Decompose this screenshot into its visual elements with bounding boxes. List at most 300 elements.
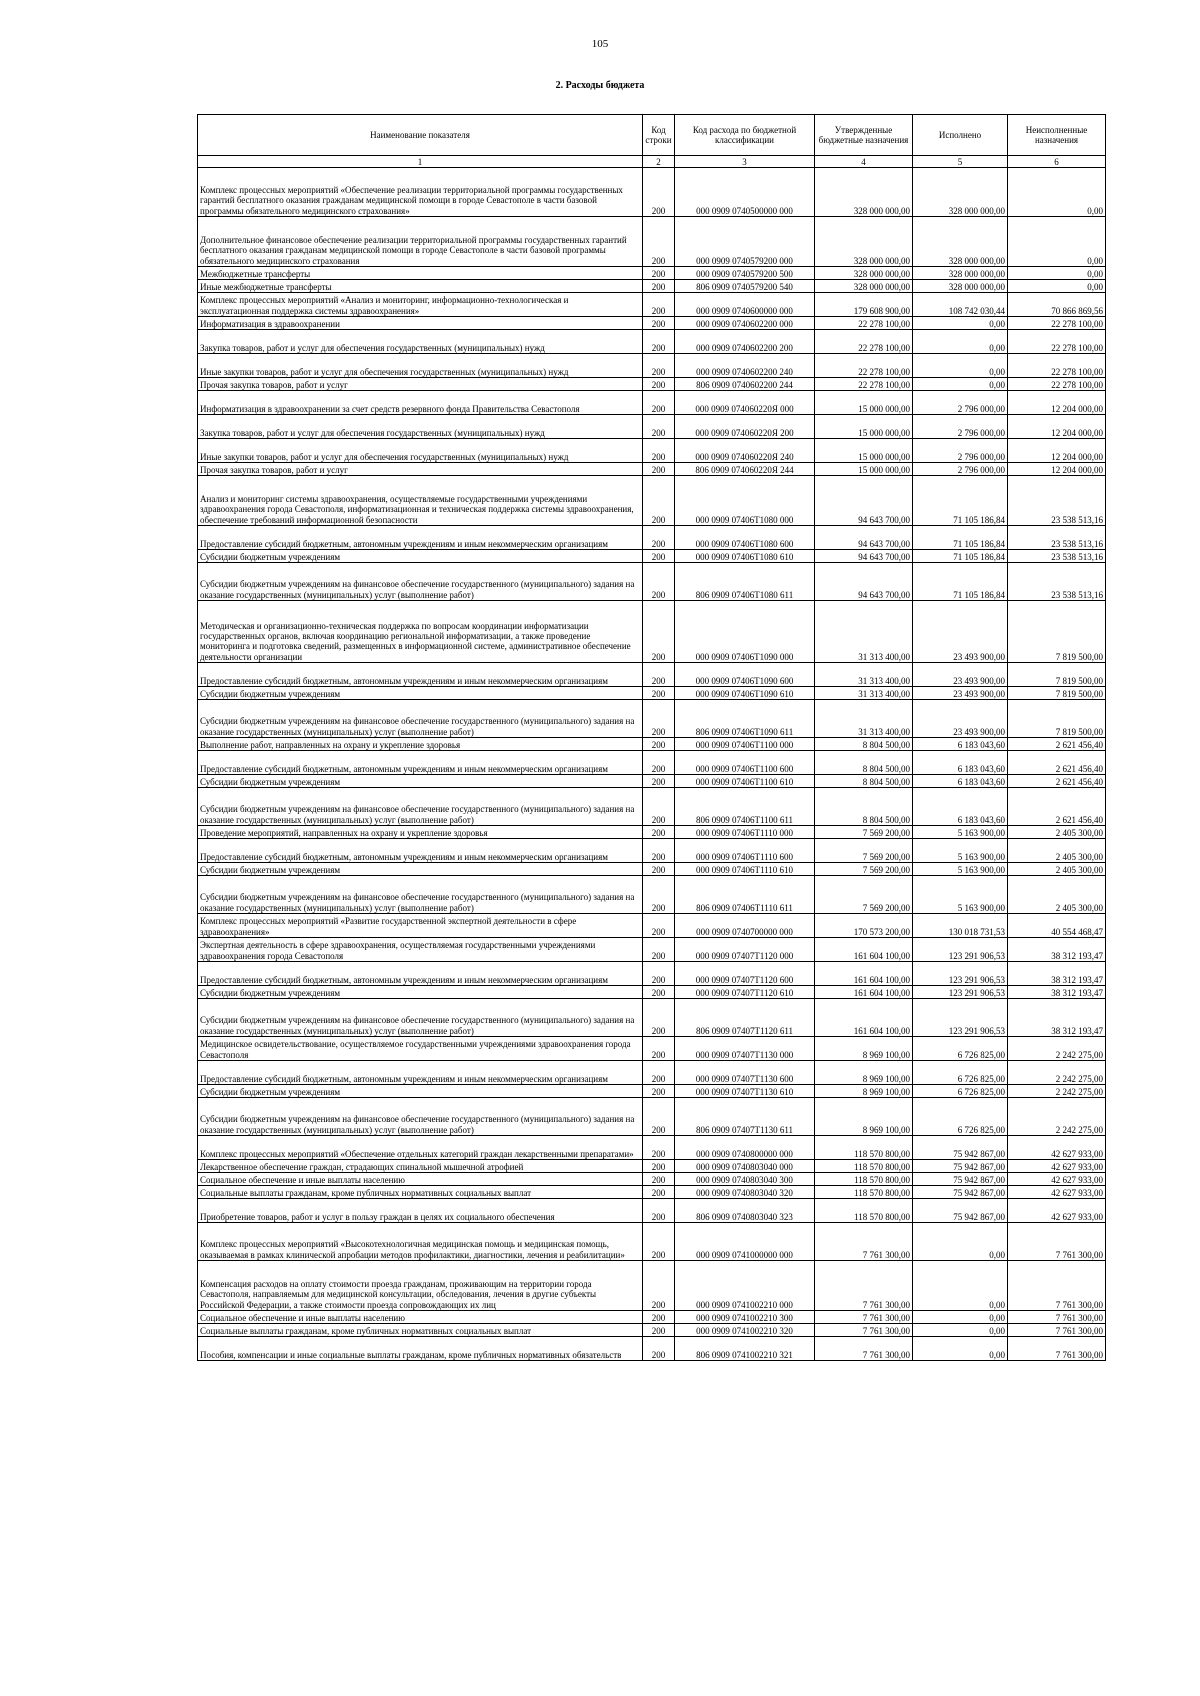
row-approved: 7 761 300,00 bbox=[815, 1223, 913, 1261]
row-name: Социальные выплаты гражданам, кроме публичных нормативных социальных выплат bbox=[198, 1186, 643, 1199]
column-number: 6 bbox=[1008, 156, 1106, 168]
row-line-code: 200 bbox=[643, 1160, 675, 1173]
row-budget-code: 000 0909 0741000000 000 bbox=[675, 1223, 815, 1261]
row-approved: 8 804 500,00 bbox=[815, 751, 913, 775]
row-approved: 15 000 000,00 bbox=[815, 391, 913, 415]
row-unexecuted: 7 819 500,00 bbox=[1008, 663, 1106, 687]
table-row bbox=[198, 1037, 1106, 1061]
row-name: Лекарственное обеспечение граждан, страдающих спинальной мышечной атрофией bbox=[198, 1160, 643, 1173]
row-executed: 23 493 900,00 bbox=[913, 687, 1008, 700]
table-row bbox=[198, 463, 1106, 476]
row-name: Предоставление субсидий бюджетным, автономным учреждениям и иным некоммерческим организациям bbox=[198, 526, 643, 550]
row-budget-code: 000 0909 07406Т1100 000 bbox=[675, 738, 815, 751]
row-line-code: 200 bbox=[643, 550, 675, 563]
table-row bbox=[198, 293, 1106, 317]
row-unexecuted: 2 621 456,40 bbox=[1008, 788, 1106, 826]
row-unexecuted: 7 761 300,00 bbox=[1008, 1311, 1106, 1324]
table-row bbox=[198, 1160, 1106, 1173]
row-name: Субсидии бюджетным учреждениям bbox=[198, 550, 643, 563]
row-executed: 0,00 bbox=[913, 1261, 1008, 1311]
row-budget-code: 000 0909 0740700000 000 bbox=[675, 914, 815, 938]
row-budget-code: 000 0909 07406Т1080 600 bbox=[675, 526, 815, 550]
table-row bbox=[198, 601, 1106, 663]
table-row bbox=[198, 317, 1106, 330]
table-row bbox=[198, 354, 1106, 378]
row-approved: 8 969 100,00 bbox=[815, 1098, 913, 1136]
row-name: Комплекс процессных мероприятий «Обеспечение реализации территориальной программы государственных гарантий бесплатного оказания гражданам медицинской помощи в городе Севастополе в части базовой программы обязательного медицинского страхования» bbox=[198, 168, 643, 217]
row-executed: 0,00 bbox=[913, 1311, 1008, 1324]
row-approved: 31 313 400,00 bbox=[815, 687, 913, 700]
row-line-code: 200 bbox=[643, 330, 675, 354]
row-approved: 15 000 000,00 bbox=[815, 439, 913, 463]
row-approved: 22 278 100,00 bbox=[815, 330, 913, 354]
row-executed: 5 163 900,00 bbox=[913, 863, 1008, 876]
row-approved: 328 000 000,00 bbox=[815, 267, 913, 280]
row-unexecuted: 42 627 933,00 bbox=[1008, 1160, 1106, 1173]
row-name: Приобретение товаров, работ и услуг в пользу граждан в целях их социального обеспечения bbox=[198, 1199, 643, 1223]
row-name: Иные закупки товаров, работ и услуг для обеспечения государственных (муниципальных) нужд bbox=[198, 354, 643, 378]
row-executed: 75 942 867,00 bbox=[913, 1199, 1008, 1223]
row-line-code: 200 bbox=[643, 1199, 675, 1223]
row-line-code: 200 bbox=[643, 788, 675, 826]
row-approved: 7 569 200,00 bbox=[815, 863, 913, 876]
row-executed: 2 796 000,00 bbox=[913, 391, 1008, 415]
row-budget-code: 000 0909 07406Т1090 610 bbox=[675, 687, 815, 700]
row-line-code: 200 bbox=[643, 563, 675, 601]
row-unexecuted: 0,00 bbox=[1008, 267, 1106, 280]
row-approved: 7 569 200,00 bbox=[815, 876, 913, 914]
header-line-code: Код строки bbox=[643, 115, 675, 156]
row-unexecuted: 40 554 468,47 bbox=[1008, 914, 1106, 938]
header-budget-code: Код расхода по бюджетной классификации bbox=[675, 115, 815, 156]
row-unexecuted: 22 278 100,00 bbox=[1008, 317, 1106, 330]
row-executed: 6 726 825,00 bbox=[913, 1098, 1008, 1136]
table-row bbox=[198, 1085, 1106, 1098]
row-name: Субсидии бюджетным учреждениям bbox=[198, 986, 643, 999]
row-approved: 179 608 900,00 bbox=[815, 293, 913, 317]
table-row bbox=[198, 1186, 1106, 1199]
row-name: Комплекс процессных мероприятий «Анализ и мониторинг, информационно-технологическая и эксплуатационная поддержка системы здравоохранения» bbox=[198, 293, 643, 317]
row-name: Экспертная деятельность в сфере здравоохранения, осуществляемая государственными учреждениями здравоохранения города Севастополя bbox=[198, 938, 643, 962]
row-unexecuted: 12 204 000,00 bbox=[1008, 463, 1106, 476]
row-budget-code: 000 0909 07406Т1110 000 bbox=[675, 826, 815, 839]
row-name: Субсидии бюджетным учреждениям на финансовое обеспечение государственного (муниципального) задания на оказание государственных (муниципальных) услуг (выполнение работ) bbox=[198, 788, 643, 826]
row-executed: 75 942 867,00 bbox=[913, 1160, 1008, 1173]
row-line-code: 200 bbox=[643, 687, 675, 700]
row-unexecuted: 22 278 100,00 bbox=[1008, 378, 1106, 391]
row-approved: 94 643 700,00 bbox=[815, 550, 913, 563]
row-name: Информатизация в здравоохранении bbox=[198, 317, 643, 330]
row-line-code: 200 bbox=[643, 775, 675, 788]
row-name: Субсидии бюджетным учреждениям на финансовое обеспечение государственного (муниципального) задания на оказание государственных (муниципальных) услуг (выполнение работ) bbox=[198, 700, 643, 738]
row-budget-code: 000 0909 0740803040 300 bbox=[675, 1173, 815, 1186]
column-number: 2 bbox=[643, 156, 675, 168]
row-name: Субсидии бюджетным учреждениям bbox=[198, 687, 643, 700]
row-unexecuted: 2 405 300,00 bbox=[1008, 863, 1106, 876]
row-executed: 0,00 bbox=[913, 354, 1008, 378]
row-budget-code: 000 0909 07407Т1120 000 bbox=[675, 938, 815, 962]
row-name: Пособия, компенсации и иные социальные выплаты гражданам, кроме публичных нормативных обязательств bbox=[198, 1337, 643, 1361]
row-line-code: 200 bbox=[643, 863, 675, 876]
row-executed: 108 742 030,44 bbox=[913, 293, 1008, 317]
row-budget-code: 000 0909 07407Т1130 000 bbox=[675, 1037, 815, 1061]
row-budget-code: 000 0909 074060220Я 000 bbox=[675, 391, 815, 415]
row-budget-code: 000 0909 07406Т1080 000 bbox=[675, 476, 815, 526]
row-budget-code: 000 0909 0740602200 200 bbox=[675, 330, 815, 354]
row-line-code: 200 bbox=[643, 1223, 675, 1261]
table-row bbox=[198, 751, 1106, 775]
row-approved: 170 573 200,00 bbox=[815, 914, 913, 938]
row-line-code: 200 bbox=[643, 601, 675, 663]
row-executed: 2 796 000,00 bbox=[913, 463, 1008, 476]
row-unexecuted: 7 761 300,00 bbox=[1008, 1337, 1106, 1361]
column-number: 5 bbox=[913, 156, 1008, 168]
row-executed: 0,00 bbox=[913, 317, 1008, 330]
row-line-code: 200 bbox=[643, 463, 675, 476]
row-executed: 5 163 900,00 bbox=[913, 826, 1008, 839]
row-executed: 71 105 186,84 bbox=[913, 550, 1008, 563]
row-name: Методическая и организационно-техническая поддержка по вопросам координации информатизации государственных органов, включая координацию региональной информатизации, а также проведение мониторинга и подготовка сведений, размещенных в информационной системе, административное обеспечение деятельности организации bbox=[198, 601, 643, 663]
row-line-code: 200 bbox=[643, 439, 675, 463]
row-approved: 118 570 800,00 bbox=[815, 1199, 913, 1223]
row-approved: 31 313 400,00 bbox=[815, 601, 913, 663]
row-line-code: 200 bbox=[643, 738, 675, 751]
row-executed: 2 796 000,00 bbox=[913, 439, 1008, 463]
row-budget-code: 000 0909 0740579200 500 bbox=[675, 267, 815, 280]
row-executed: 130 018 731,53 bbox=[913, 914, 1008, 938]
row-name: Субсидии бюджетным учреждениям bbox=[198, 775, 643, 788]
row-line-code: 200 bbox=[643, 914, 675, 938]
row-executed: 0,00 bbox=[913, 378, 1008, 391]
row-line-code: 200 bbox=[643, 1098, 675, 1136]
table-row bbox=[198, 526, 1106, 550]
row-unexecuted: 7 761 300,00 bbox=[1008, 1223, 1106, 1261]
header-unexecuted: Неисполненные назначения bbox=[1008, 115, 1106, 156]
table-row bbox=[198, 962, 1106, 986]
row-budget-code: 806 0909 07406Т1080 611 bbox=[675, 563, 815, 601]
row-name: Анализ и мониторинг системы здравоохранения, осуществляемые государственными учреждениями здравоохранения города Севастополя, информатизационная и техническая поддержка системы здравоохранения, обеспечение требований информационной безопасности bbox=[198, 476, 643, 526]
table-row bbox=[198, 217, 1106, 267]
row-budget-code: 000 0909 074060220Я 200 bbox=[675, 415, 815, 439]
row-line-code: 200 bbox=[643, 700, 675, 738]
row-budget-code: 806 0909 074060220Я 244 bbox=[675, 463, 815, 476]
row-executed: 123 291 906,53 bbox=[913, 999, 1008, 1037]
row-executed: 0,00 bbox=[913, 330, 1008, 354]
row-approved: 7 761 300,00 bbox=[815, 1261, 913, 1311]
row-line-code: 200 bbox=[643, 391, 675, 415]
row-name: Социальное обеспечение и иные выплаты населению bbox=[198, 1173, 643, 1186]
row-name: Субсидии бюджетным учреждениям на финансовое обеспечение государственного (муниципального) задания на оказание государственных (муниципальных) услуг (выполнение работ) bbox=[198, 1098, 643, 1136]
row-executed: 75 942 867,00 bbox=[913, 1136, 1008, 1160]
table-row bbox=[198, 563, 1106, 601]
row-unexecuted: 0,00 bbox=[1008, 217, 1106, 267]
column-number-row bbox=[198, 156, 1106, 168]
table-row bbox=[198, 378, 1106, 391]
row-name: Проведение мероприятий, направленных на охрану и укрепление здоровья bbox=[198, 826, 643, 839]
row-unexecuted: 38 312 193,47 bbox=[1008, 999, 1106, 1037]
row-unexecuted: 7 819 500,00 bbox=[1008, 601, 1106, 663]
row-unexecuted: 2 242 275,00 bbox=[1008, 1098, 1106, 1136]
row-unexecuted: 70 866 869,56 bbox=[1008, 293, 1106, 317]
row-budget-code: 000 0909 0740803040 320 bbox=[675, 1186, 815, 1199]
row-executed: 6 726 825,00 bbox=[913, 1085, 1008, 1098]
row-approved: 7 761 300,00 bbox=[815, 1311, 913, 1324]
row-budget-code: 000 0909 0740600000 000 bbox=[675, 293, 815, 317]
row-executed: 328 000 000,00 bbox=[913, 168, 1008, 217]
row-executed: 6 183 043,60 bbox=[913, 775, 1008, 788]
row-line-code: 200 bbox=[643, 1261, 675, 1311]
row-unexecuted: 2 405 300,00 bbox=[1008, 826, 1106, 839]
row-executed: 6 726 825,00 bbox=[913, 1037, 1008, 1061]
table-row bbox=[198, 439, 1106, 463]
table-row bbox=[198, 168, 1106, 217]
row-line-code: 200 bbox=[643, 168, 675, 217]
row-executed: 6 726 825,00 bbox=[913, 1061, 1008, 1085]
row-executed: 2 796 000,00 bbox=[913, 415, 1008, 439]
row-budget-code: 806 0909 07407Т1130 611 bbox=[675, 1098, 815, 1136]
row-unexecuted: 2 242 275,00 bbox=[1008, 1037, 1106, 1061]
row-executed: 6 183 043,60 bbox=[913, 738, 1008, 751]
row-executed: 6 183 043,60 bbox=[913, 788, 1008, 826]
row-executed: 75 942 867,00 bbox=[913, 1186, 1008, 1199]
table-row bbox=[198, 267, 1106, 280]
table-row bbox=[198, 1337, 1106, 1361]
row-line-code: 200 bbox=[643, 999, 675, 1037]
row-unexecuted: 12 204 000,00 bbox=[1008, 391, 1106, 415]
row-unexecuted: 0,00 bbox=[1008, 168, 1106, 217]
row-line-code: 200 bbox=[643, 826, 675, 839]
row-executed: 71 105 186,84 bbox=[913, 476, 1008, 526]
row-unexecuted: 42 627 933,00 bbox=[1008, 1199, 1106, 1223]
row-unexecuted: 7 819 500,00 bbox=[1008, 700, 1106, 738]
row-name: Предоставление субсидий бюджетным, автономным учреждениям и иным некоммерческим организациям bbox=[198, 839, 643, 863]
row-approved: 22 278 100,00 bbox=[815, 378, 913, 391]
row-unexecuted: 23 538 513,16 bbox=[1008, 476, 1106, 526]
row-name: Дополнительное финансовое обеспечение реализации территориальной программы государственных гарантий бесплатного оказания гражданам медицинской помощи в городе Севастополе в части базовой программы обязательного медицинского страхования bbox=[198, 217, 643, 267]
table-row bbox=[198, 738, 1106, 751]
row-unexecuted: 7 761 300,00 bbox=[1008, 1324, 1106, 1337]
table-row bbox=[198, 839, 1106, 863]
row-executed: 5 163 900,00 bbox=[913, 876, 1008, 914]
row-line-code: 200 bbox=[643, 280, 675, 293]
row-approved: 94 643 700,00 bbox=[815, 563, 913, 601]
row-unexecuted: 2 621 456,40 bbox=[1008, 738, 1106, 751]
row-name: Предоставление субсидий бюджетным, автономным учреждениям и иным некоммерческим организациям bbox=[198, 663, 643, 687]
row-line-code: 200 bbox=[643, 876, 675, 914]
row-budget-code: 000 0909 0740602200 240 bbox=[675, 354, 815, 378]
row-budget-code: 000 0909 0740579200 000 bbox=[675, 217, 815, 267]
row-approved: 8 804 500,00 bbox=[815, 738, 913, 751]
row-line-code: 200 bbox=[643, 1311, 675, 1324]
row-budget-code: 000 0909 0740602200 000 bbox=[675, 317, 815, 330]
row-executed: 0,00 bbox=[913, 1337, 1008, 1361]
row-budget-code: 000 0909 0740803040 000 bbox=[675, 1160, 815, 1173]
row-name: Социальные выплаты гражданам, кроме публичных нормативных социальных выплат bbox=[198, 1324, 643, 1337]
section-title: 2. Расходы бюджета bbox=[555, 80, 645, 91]
row-budget-code: 000 0909 07406Т1090 000 bbox=[675, 601, 815, 663]
table-row bbox=[198, 826, 1106, 839]
row-approved: 118 570 800,00 bbox=[815, 1160, 913, 1173]
table-row bbox=[198, 863, 1106, 876]
table-row bbox=[198, 938, 1106, 962]
row-unexecuted: 2 242 275,00 bbox=[1008, 1061, 1106, 1085]
row-unexecuted: 2 405 300,00 bbox=[1008, 876, 1106, 914]
row-approved: 8 804 500,00 bbox=[815, 788, 913, 826]
row-line-code: 200 bbox=[643, 986, 675, 999]
row-executed: 123 291 906,53 bbox=[913, 938, 1008, 962]
row-approved: 118 570 800,00 bbox=[815, 1136, 913, 1160]
row-name: Комплекс процессных мероприятий «Развитие государственной экспертной деятельности в сфере здравоохранения» bbox=[198, 914, 643, 938]
row-unexecuted: 2 242 275,00 bbox=[1008, 1085, 1106, 1098]
row-unexecuted: 12 204 000,00 bbox=[1008, 439, 1106, 463]
row-unexecuted: 7 761 300,00 bbox=[1008, 1261, 1106, 1311]
row-budget-code: 806 0909 0740803040 323 bbox=[675, 1199, 815, 1223]
row-unexecuted: 2 405 300,00 bbox=[1008, 839, 1106, 863]
row-approved: 118 570 800,00 bbox=[815, 1186, 913, 1199]
row-line-code: 200 bbox=[643, 1337, 675, 1361]
table-row bbox=[198, 1098, 1106, 1136]
row-name: Субсидии бюджетным учреждениям bbox=[198, 1085, 643, 1098]
row-budget-code: 000 0909 0741002210 300 bbox=[675, 1311, 815, 1324]
row-executed: 6 183 043,60 bbox=[913, 751, 1008, 775]
row-budget-code: 806 0909 0741002210 321 bbox=[675, 1337, 815, 1361]
row-approved: 8 969 100,00 bbox=[815, 1085, 913, 1098]
row-line-code: 200 bbox=[643, 317, 675, 330]
row-approved: 8 969 100,00 bbox=[815, 1037, 913, 1061]
row-name: Предоставление субсидий бюджетным, автономным учреждениям и иным некоммерческим организациям bbox=[198, 1061, 643, 1085]
table-row bbox=[198, 550, 1106, 563]
row-name: Предоставление субсидий бюджетным, автономным учреждениям и иным некоммерческим организациям bbox=[198, 962, 643, 986]
row-line-code: 200 bbox=[643, 1085, 675, 1098]
row-budget-code: 806 0909 0740579200 540 bbox=[675, 280, 815, 293]
row-executed: 0,00 bbox=[913, 1223, 1008, 1261]
row-executed: 5 163 900,00 bbox=[913, 839, 1008, 863]
row-name: Субсидии бюджетным учреждениям bbox=[198, 863, 643, 876]
row-executed: 23 493 900,00 bbox=[913, 700, 1008, 738]
row-unexecuted: 38 312 193,47 bbox=[1008, 938, 1106, 962]
row-approved: 15 000 000,00 bbox=[815, 415, 913, 439]
row-budget-code: 806 0909 07406Т1110 611 bbox=[675, 876, 815, 914]
row-name: Выполнение работ, направленных на охрану и укрепление здоровья bbox=[198, 738, 643, 751]
row-budget-code: 806 0909 07407Т1120 611 bbox=[675, 999, 815, 1037]
row-line-code: 200 bbox=[643, 839, 675, 863]
column-number: 3 bbox=[675, 156, 815, 168]
row-unexecuted: 0,00 bbox=[1008, 280, 1106, 293]
row-unexecuted: 42 627 933,00 bbox=[1008, 1173, 1106, 1186]
table-row bbox=[198, 1261, 1106, 1311]
table-row bbox=[198, 330, 1106, 354]
row-name: Межбюджетные трансферты bbox=[198, 267, 643, 280]
header-name: Наименование показателя bbox=[198, 115, 643, 156]
row-name: Закупка товаров, работ и услуг для обеспечения государственных (муниципальных) нужд bbox=[198, 415, 643, 439]
table-row bbox=[198, 1223, 1106, 1261]
table-row bbox=[198, 1324, 1106, 1337]
row-approved: 7 569 200,00 bbox=[815, 826, 913, 839]
row-name: Прочая закупка товаров, работ и услуг bbox=[198, 463, 643, 476]
row-unexecuted: 38 312 193,47 bbox=[1008, 962, 1106, 986]
row-unexecuted: 38 312 193,47 bbox=[1008, 986, 1106, 999]
row-budget-code: 000 0909 07407Т1130 600 bbox=[675, 1061, 815, 1085]
row-name: Медицинское освидетельствование, осуществляемое государственными учреждениями здравоохранения города Севастополя bbox=[198, 1037, 643, 1061]
row-executed: 71 105 186,84 bbox=[913, 526, 1008, 550]
header-row bbox=[198, 115, 1106, 156]
row-line-code: 200 bbox=[643, 962, 675, 986]
row-unexecuted: 2 621 456,40 bbox=[1008, 751, 1106, 775]
row-line-code: 200 bbox=[643, 526, 675, 550]
row-line-code: 200 bbox=[643, 938, 675, 962]
column-number: 4 bbox=[815, 156, 913, 168]
row-line-code: 200 bbox=[643, 415, 675, 439]
row-unexecuted: 7 819 500,00 bbox=[1008, 687, 1106, 700]
table-row bbox=[198, 1199, 1106, 1223]
row-unexecuted: 22 278 100,00 bbox=[1008, 330, 1106, 354]
row-budget-code: 000 0909 0740800000 000 bbox=[675, 1136, 815, 1160]
row-name: Субсидии бюджетным учреждениям на финансовое обеспечение государственного (муниципального) задания на оказание государственных (муниципальных) услуг (выполнение работ) bbox=[198, 999, 643, 1037]
row-name: Субсидии бюджетным учреждениям на финансовое обеспечение государственного (муниципального) задания на оказание государственных (муниципальных) услуг (выполнение работ) bbox=[198, 563, 643, 601]
row-approved: 22 278 100,00 bbox=[815, 317, 913, 330]
row-unexecuted: 42 627 933,00 bbox=[1008, 1136, 1106, 1160]
row-executed: 123 291 906,53 bbox=[913, 962, 1008, 986]
row-unexecuted: 23 538 513,16 bbox=[1008, 526, 1106, 550]
row-budget-code: 000 0909 0740500000 000 bbox=[675, 168, 815, 217]
table-row bbox=[198, 775, 1106, 788]
table-row bbox=[198, 280, 1106, 293]
row-executed: 23 493 900,00 bbox=[913, 663, 1008, 687]
row-name: Иные межбюджетные трансферты bbox=[198, 280, 643, 293]
row-approved: 94 643 700,00 bbox=[815, 476, 913, 526]
table-row bbox=[198, 1311, 1106, 1324]
row-unexecuted: 22 278 100,00 bbox=[1008, 354, 1106, 378]
page-number: 105 bbox=[591, 38, 609, 50]
row-line-code: 200 bbox=[643, 751, 675, 775]
row-executed: 75 942 867,00 bbox=[913, 1173, 1008, 1186]
row-budget-code: 000 0909 0741002210 000 bbox=[675, 1261, 815, 1311]
header-approved: Утвержденные бюджетные назначения bbox=[815, 115, 913, 156]
row-executed: 328 000 000,00 bbox=[913, 280, 1008, 293]
table-row bbox=[198, 1136, 1106, 1160]
table-row bbox=[198, 663, 1106, 687]
row-approved: 161 604 100,00 bbox=[815, 986, 913, 999]
column-number: 1 bbox=[198, 156, 643, 168]
row-unexecuted: 2 621 456,40 bbox=[1008, 775, 1106, 788]
row-line-code: 200 bbox=[643, 217, 675, 267]
table-row bbox=[198, 415, 1106, 439]
row-executed: 328 000 000,00 bbox=[913, 267, 1008, 280]
table-row bbox=[198, 876, 1106, 914]
row-approved: 328 000 000,00 bbox=[815, 280, 913, 293]
row-budget-code: 806 0909 07406Т1090 611 bbox=[675, 700, 815, 738]
row-executed: 23 493 900,00 bbox=[913, 601, 1008, 663]
row-name: Закупка товаров, работ и услуг для обеспечения государственных (муниципальных) нужд bbox=[198, 330, 643, 354]
row-approved: 22 278 100,00 bbox=[815, 354, 913, 378]
row-budget-code: 000 0909 07406Т1110 600 bbox=[675, 839, 815, 863]
table-row bbox=[198, 476, 1106, 526]
row-approved: 31 313 400,00 bbox=[815, 663, 913, 687]
row-budget-code: 000 0909 07406Т1110 610 bbox=[675, 863, 815, 876]
row-approved: 7 569 200,00 bbox=[815, 839, 913, 863]
row-unexecuted: 23 538 513,16 bbox=[1008, 550, 1106, 563]
row-approved: 161 604 100,00 bbox=[815, 938, 913, 962]
row-line-code: 200 bbox=[643, 1037, 675, 1061]
row-approved: 328 000 000,00 bbox=[815, 217, 913, 267]
table-row bbox=[198, 1173, 1106, 1186]
row-approved: 161 604 100,00 bbox=[815, 999, 913, 1037]
row-budget-code: 806 0909 0740602200 244 bbox=[675, 378, 815, 391]
row-budget-code: 000 0909 07407Т1120 610 bbox=[675, 986, 815, 999]
row-executed: 123 291 906,53 bbox=[913, 986, 1008, 999]
row-budget-code: 000 0909 07406Т1080 610 bbox=[675, 550, 815, 563]
table-row bbox=[198, 700, 1106, 738]
